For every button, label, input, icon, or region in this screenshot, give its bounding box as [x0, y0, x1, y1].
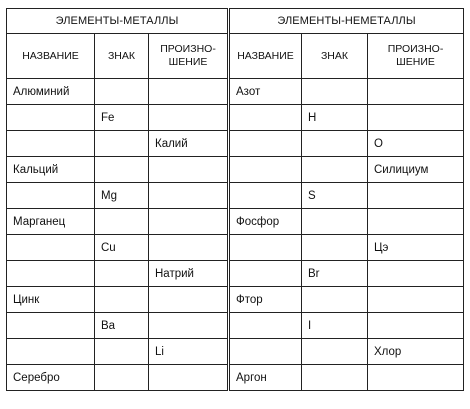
nonmetal-name-cell — [229, 339, 302, 365]
table-row — [7, 287, 464, 313]
metals-name-header: НАЗВАНИЕ — [7, 34, 95, 79]
metal-pronunciation-cell: Li — [149, 339, 229, 365]
nonmetal-symbol-cell — [302, 287, 368, 313]
nonmetal-name-cell: Фтор — [229, 287, 302, 313]
nonmetal-name-cell — [229, 235, 302, 261]
metal-pronunciation-cell — [149, 365, 229, 391]
metal-name-cell — [7, 235, 95, 261]
metal-name-cell — [7, 313, 95, 339]
column-header-row — [7, 34, 464, 79]
nonmetals-group-header: ЭЛЕМЕНТЫ-НЕМЕТАЛЛЫ — [229, 9, 464, 34]
metal-pronunciation-cell — [149, 209, 229, 235]
nonmetal-symbol-cell — [302, 339, 368, 365]
metal-pronunciation-cell — [149, 79, 229, 105]
metal-name-cell — [7, 183, 95, 209]
nonmetal-pronunciation-cell: O — [368, 131, 464, 157]
metal-symbol-cell: Mg — [95, 183, 149, 209]
table-row — [7, 313, 464, 339]
nonmetal-pronunciation-cell — [368, 287, 464, 313]
metal-symbol-cell — [95, 79, 149, 105]
nonmetal-pronunciation-cell — [368, 79, 464, 105]
nonmetal-pronunciation-cell — [368, 105, 464, 131]
nonmetal-pronunciation-cell — [368, 261, 464, 287]
metal-symbol-cell — [95, 157, 149, 183]
nonmetal-name-cell — [229, 157, 302, 183]
metal-name-cell — [7, 261, 95, 287]
metal-symbol-cell — [95, 339, 149, 365]
nonmetals-name-header: НАЗВАНИЕ — [229, 34, 302, 79]
nonmetal-name-cell: Аргон — [229, 365, 302, 391]
metals-group-header: ЭЛЕМЕНТЫ-МЕТАЛЛЫ — [7, 9, 229, 34]
metal-symbol-cell — [95, 209, 149, 235]
metal-name-cell: Серебро — [7, 365, 95, 391]
nonmetal-name-cell — [229, 183, 302, 209]
nonmetal-symbol-cell: S — [302, 183, 368, 209]
nonmetals-symbol-header: ЗНАК — [302, 34, 368, 79]
nonmetal-pronunciation-cell — [368, 313, 464, 339]
nonmetal-name-cell — [229, 261, 302, 287]
nonmetal-pronunciation-cell — [368, 209, 464, 235]
metal-name-cell — [7, 131, 95, 157]
nonmetal-symbol-cell — [302, 235, 368, 261]
metal-pronunciation-cell — [149, 157, 229, 183]
metals-pronunciation-header: ПРОИЗНО- ШЕНИЕ — [149, 34, 229, 79]
table-row — [7, 209, 464, 235]
metal-pronunciation-cell — [149, 235, 229, 261]
nonmetal-pronunciation-cell: Силициум — [368, 157, 464, 183]
nonmetal-symbol-cell — [302, 131, 368, 157]
metal-pronunciation-cell: Калий — [149, 131, 229, 157]
nonmetal-name-cell: Азот — [229, 79, 302, 105]
table-row — [7, 157, 464, 183]
nonmetal-symbol-cell — [302, 79, 368, 105]
metal-name-cell — [7, 339, 95, 365]
metal-symbol-cell — [95, 131, 149, 157]
metal-pronunciation-cell — [149, 287, 229, 313]
metal-pronunciation-cell: Натрий — [149, 261, 229, 287]
nonmetal-symbol-cell: Br — [302, 261, 368, 287]
nonmetal-name-cell — [229, 105, 302, 131]
metal-name-cell — [7, 105, 95, 131]
nonmetal-symbol-cell — [302, 157, 368, 183]
nonmetal-symbol-cell: I — [302, 313, 368, 339]
nonmetal-pronunciation-cell — [368, 365, 464, 391]
table-row — [7, 131, 464, 157]
table-row — [7, 79, 464, 105]
metal-symbol-cell — [95, 261, 149, 287]
table-row — [7, 261, 464, 287]
nonmetal-name-cell — [229, 131, 302, 157]
metal-pronunciation-cell — [149, 105, 229, 131]
nonmetal-name-cell — [229, 313, 302, 339]
nonmetals-pronunciation-header: ПРОИЗНО- ШЕНИЕ — [368, 34, 464, 79]
table-row — [7, 339, 464, 365]
metals-symbol-header: ЗНАК — [95, 34, 149, 79]
nonmetal-pronunciation-cell — [368, 183, 464, 209]
metal-symbol-cell — [95, 365, 149, 391]
metal-pronunciation-cell — [149, 183, 229, 209]
table-row — [7, 183, 464, 209]
metal-symbol-cell: Ba — [95, 313, 149, 339]
nonmetal-symbol-cell — [302, 209, 368, 235]
metal-symbol-cell: Cu — [95, 235, 149, 261]
metal-name-cell: Марганец — [7, 209, 95, 235]
nonmetal-symbol-cell: H — [302, 105, 368, 131]
table-row — [7, 105, 464, 131]
nonmetal-name-cell: Фосфор — [229, 209, 302, 235]
nonmetal-symbol-cell — [302, 365, 368, 391]
metal-name-cell: Алюминий — [7, 79, 95, 105]
elements-table — [6, 8, 464, 391]
metal-symbol-cell — [95, 287, 149, 313]
group-header-row — [7, 9, 464, 34]
metal-name-cell: Цинк — [7, 287, 95, 313]
metal-pronunciation-cell — [149, 313, 229, 339]
nonmetal-pronunciation-cell: Цэ — [368, 235, 464, 261]
metal-name-cell: Кальций — [7, 157, 95, 183]
nonmetal-pronunciation-cell: Хлор — [368, 339, 464, 365]
table-row — [7, 365, 464, 391]
table-row — [7, 235, 464, 261]
metal-symbol-cell: Fe — [95, 105, 149, 131]
